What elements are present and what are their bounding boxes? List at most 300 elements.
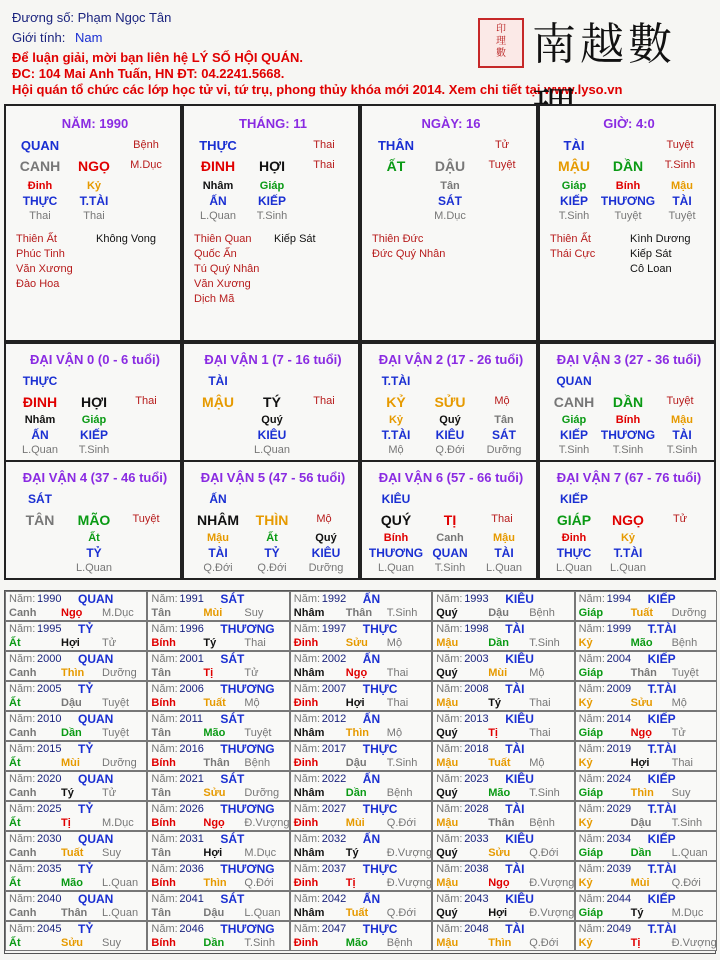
year-number: 2022	[321, 773, 347, 785]
year-stage: Bệnh	[529, 607, 555, 619]
year-number: 2001	[179, 653, 204, 665]
year-number: 2025	[37, 803, 62, 815]
hidden-stage: Thai	[29, 210, 51, 222]
year-stage: L.Quan	[244, 907, 281, 919]
dai-van-stem: CANH	[553, 394, 595, 410]
year-stage: Q.Đới	[671, 877, 701, 889]
star-left: Quốc Ấn	[194, 248, 237, 260]
year-ten-god: TỶ	[78, 922, 94, 936]
dai-van-hidden-stage: T.Sinh	[78, 444, 110, 456]
year-stem: Đinh	[293, 757, 319, 769]
year-cell	[5, 591, 147, 621]
year-stage: Bệnh	[529, 817, 555, 829]
year-number: 2003	[464, 653, 489, 665]
year-cell	[575, 621, 717, 651]
year-stage: Dưỡng	[244, 787, 280, 799]
dai-van-hidden-stage: T.Sinh	[612, 444, 644, 456]
year-stage: L.Quan	[671, 847, 708, 859]
year-ten-god: KIÊU	[505, 592, 534, 606]
year-stage: Tử	[244, 667, 259, 679]
year-number: 2043	[464, 893, 489, 905]
year-stage: Suy	[102, 937, 121, 949]
year-branch: Tuất	[61, 847, 84, 859]
year-ten-god: KIÊU	[505, 712, 534, 726]
owner-name: Đương số: Phạm Ngọc Tân	[12, 10, 172, 25]
year-cell	[5, 921, 147, 951]
year-stem: Quý	[436, 847, 458, 859]
star-left: Thiên Ất	[550, 233, 591, 245]
dai-van-hidden-god: THỰC	[556, 546, 592, 560]
year-label: Năm:	[578, 743, 605, 755]
year-number: 2037	[321, 863, 347, 875]
year-branch: Sửu	[630, 697, 653, 709]
year-ten-god: KIÊU	[505, 892, 534, 906]
year-ten-god: TỶ	[78, 862, 94, 876]
hidden-ten-god: KIẾP	[559, 194, 589, 208]
year-stage: Bệnh	[386, 787, 413, 799]
year-ten-god: TÀI	[505, 622, 525, 636]
year-stem: Nhâm	[293, 607, 325, 619]
year-cell	[575, 771, 717, 801]
year-label: Năm:	[436, 833, 463, 845]
year-stem: Tân	[151, 727, 171, 739]
year-branch: Tị	[630, 937, 641, 949]
dai-van-stage: Tuyệt	[666, 395, 694, 407]
year-stage: Suy	[102, 847, 121, 859]
year-ten-god: ẤN	[362, 832, 381, 846]
dai-van-hidden-stem: Mậu	[671, 414, 693, 426]
year-ten-god: ẤN	[362, 712, 381, 726]
year-label: Năm:	[9, 923, 36, 935]
dai-van-stage: Thai	[313, 395, 335, 407]
star-right: Kiếp Sát	[630, 248, 672, 260]
header	[0, 0, 720, 100]
dai-van-ten-god: T.TÀI	[381, 374, 411, 388]
year-stage: M.Dục	[102, 817, 134, 829]
dai-van-stage: Mộ	[494, 395, 510, 407]
dai-van-hidden-stage: L.Quan	[485, 562, 523, 574]
year-number: 2017	[321, 743, 347, 755]
year-stage: Mộ	[529, 757, 545, 769]
dai-van-stem: TÂN	[25, 512, 55, 528]
year-label: Năm:	[151, 803, 178, 815]
year-ten-god: SÁT	[220, 772, 245, 786]
pillar-title: NGÀY: 16	[421, 116, 481, 131]
year-ten-god: TỶ	[78, 802, 94, 816]
year-stem: Bính	[151, 817, 176, 829]
year-number: 2000	[37, 653, 62, 665]
year-branch: Mão	[345, 937, 368, 949]
year-stage: Tử	[102, 637, 117, 649]
year-stem: Ất	[9, 637, 21, 649]
year-number: 2015	[37, 743, 62, 755]
dai-van-ten-god: SÁT	[28, 492, 52, 506]
year-stem: Tân	[151, 847, 171, 859]
dai-van-box	[182, 460, 360, 580]
year-branch: Mão	[203, 727, 226, 739]
year-stage: Mộ	[386, 727, 403, 739]
year-number: 2016	[179, 743, 204, 755]
dai-van-hidden-stem: Kỷ	[388, 414, 404, 426]
year-branch: Dậu	[203, 907, 225, 919]
year-stem: Canh	[9, 667, 37, 679]
year-number: 1993	[464, 593, 489, 605]
year-branch: Ngọ	[61, 607, 83, 619]
dai-van-hidden-stage: L.Quan	[253, 444, 291, 456]
dai-van-stem: MẬU	[202, 394, 234, 410]
year-number: 2002	[321, 653, 347, 665]
star-right: Không Vong	[96, 233, 156, 245]
year-number: 2036	[179, 863, 204, 875]
year-label: Năm:	[436, 683, 463, 695]
year-branch: Hợi	[488, 907, 508, 919]
year-number: 2023	[464, 773, 489, 785]
year-branch: Dậu	[61, 697, 82, 709]
year-branch: Hợi	[630, 757, 650, 769]
hidden-ten-god: TÀI	[672, 194, 692, 208]
dai-van-title: ĐẠI VẬN 7 (67 - 76 tuổi)	[556, 470, 702, 485]
hidden-stem: Kỷ	[86, 180, 102, 192]
year-cell	[432, 921, 574, 951]
year-branch: Mùi	[488, 667, 508, 679]
year-cell	[5, 801, 147, 831]
dai-van-hidden-stem: Quý	[315, 532, 337, 544]
year-stage: Tuyệt	[671, 667, 699, 679]
year-branch: Tý	[61, 787, 74, 799]
dai-van-branch: TỊ	[443, 512, 457, 528]
year-number: 2026	[179, 803, 204, 815]
year-label: Năm:	[293, 623, 321, 635]
year-branch: Thân	[488, 817, 515, 829]
year-stem: Quý	[436, 607, 458, 619]
year-branch: Tuất	[203, 697, 226, 709]
year-stage: Bệnh	[671, 637, 698, 649]
pillar-stem: CANH	[19, 158, 61, 174]
year-label: Năm:	[436, 743, 463, 755]
year-branch: Dậu	[630, 817, 652, 829]
dai-van-hidden-god: T.TÀI	[381, 428, 411, 442]
year-stem: Ất	[9, 877, 21, 889]
dai-van-stage: Tử	[672, 513, 688, 525]
year-label: Năm:	[578, 833, 605, 845]
year-ten-god: T.TÀI	[647, 682, 677, 696]
year-number: 2047	[321, 923, 347, 935]
year-stem: Bính	[151, 877, 176, 889]
year-cell	[575, 711, 717, 741]
year-label: Năm:	[578, 713, 605, 725]
year-branch: Sửu	[203, 787, 226, 799]
year-cell	[290, 831, 432, 861]
year-stem: Ất	[9, 757, 21, 769]
year-stage: L.Quan	[102, 877, 139, 889]
year-branch: Tý	[345, 847, 359, 859]
year-cell	[575, 801, 717, 831]
year-ten-god: QUAN	[78, 712, 114, 726]
year-label: Năm:	[9, 893, 36, 905]
dai-van-hidden-stage: Q.Đới	[257, 562, 287, 574]
dai-van-ten-god: THỰC	[22, 374, 58, 388]
year-stage: Tuyệt	[244, 727, 272, 739]
year-stem: Quý	[436, 787, 458, 799]
year-branch: Tuất	[345, 907, 369, 919]
year-number: 2029	[606, 803, 632, 815]
pillar-stem: ĐINH	[200, 158, 236, 174]
dai-van-hidden-god: THƯƠNG	[600, 428, 656, 442]
year-label: Năm:	[9, 653, 36, 665]
year-ten-god: SÁT	[220, 652, 245, 666]
hidden-stage: T.Sinh	[256, 210, 288, 222]
year-cell	[147, 861, 289, 891]
dai-van-hidden-stem: Bính	[383, 532, 409, 544]
year-stem: Mậu	[436, 637, 459, 649]
dai-van-hidden-stage: T.Sinh	[434, 562, 466, 574]
year-stem: Canh	[9, 787, 37, 799]
contact-line-2: ĐC: 104 Mai Anh Tuấn, HN ĐT: 04.2241.5668.	[12, 66, 285, 81]
year-branch: Dần	[630, 847, 652, 859]
star-left: Tú Quý Nhân	[194, 263, 260, 275]
dai-van-box	[360, 342, 538, 462]
year-branch: Dậu	[345, 757, 367, 769]
pillar-stage: Thai	[313, 139, 335, 151]
year-label: Năm:	[9, 863, 36, 875]
year-ten-god: TỶ	[78, 682, 94, 696]
hidden-stem: Tân	[440, 180, 460, 192]
year-stage: Thai	[529, 697, 551, 709]
year-number: 2010	[37, 713, 62, 725]
dai-van-stem: NHÂM	[197, 512, 239, 528]
pillar-branch: HỢI	[259, 158, 285, 174]
hidden-stage: L.Quan	[199, 210, 237, 222]
dai-van-hidden-stem: Canh	[436, 532, 464, 544]
dai-van-title: ĐẠI VẬN 0 (0 - 6 tuổi)	[29, 352, 161, 367]
year-stage: Tuyệt	[102, 697, 130, 709]
year-stage: T.Sinh	[386, 757, 418, 769]
year-ten-god: THƯƠNG	[220, 922, 275, 936]
year-cell	[290, 891, 432, 921]
year-cell	[432, 861, 574, 891]
hidden-stage: Tuyệt	[668, 210, 696, 222]
year-label: Năm:	[293, 743, 321, 755]
hidden-stem: Đinh	[27, 180, 53, 192]
hidden-stem: Giáp	[561, 180, 587, 192]
dai-van-title: ĐẠI VẬN 6 (57 - 66 tuổi)	[378, 470, 524, 485]
contact-line-3[interactable]: Hội quán tổ chức các lớp học tử vi, tứ trụ, phong thủy khóa mới 2014. Xem chi tiết tại www.lyso.vn	[12, 82, 623, 97]
dai-van-hidden-stage: Dưỡng	[308, 562, 344, 574]
year-stage: Suy	[244, 607, 264, 619]
year-cell	[147, 621, 289, 651]
dai-van-box	[182, 342, 360, 462]
year-stem: Đinh	[293, 937, 319, 949]
year-branch: Tuất	[630, 607, 653, 619]
pillar-box	[360, 104, 538, 342]
hidden-stage: T.Sinh	[558, 210, 590, 222]
star-left: Thiên Đức	[372, 233, 424, 245]
year-stem: Kỷ	[578, 877, 593, 889]
year-number: 2020	[37, 773, 62, 785]
year-cell	[575, 831, 717, 861]
year-ten-god: THỰC	[362, 622, 398, 636]
year-ten-god: TÀI	[505, 682, 525, 696]
star-left: Thái Cực	[550, 248, 596, 260]
year-stage: T.Sinh	[529, 787, 560, 799]
star-left: Thiên Ất	[16, 233, 57, 245]
year-number: 2024	[606, 773, 632, 785]
year-stem: Tân	[151, 667, 171, 679]
year-stage: Đ.Vượng	[529, 877, 575, 889]
dai-van-hidden-stem: Ất	[266, 532, 278, 544]
dai-van-ten-god: KIẾP	[559, 492, 589, 506]
year-label: Năm:	[151, 923, 178, 935]
dai-van-hidden-stem: Tân	[494, 414, 514, 426]
year-stem: Kỷ	[578, 697, 593, 709]
year-stage: Tử	[671, 727, 686, 739]
dai-van-ten-god: ẤN	[209, 492, 227, 506]
dai-van-title: ĐẠI VẬN 2 (17 - 26 tuổi)	[378, 352, 524, 367]
year-stem: Kỷ	[578, 757, 593, 769]
year-branch: Thân	[61, 907, 88, 919]
year-cell	[5, 741, 147, 771]
year-cell	[147, 801, 289, 831]
year-stem: Tân	[151, 787, 171, 799]
year-ten-god: THỰC	[362, 862, 398, 876]
year-label: Năm:	[578, 623, 605, 635]
dai-van-hidden-god: T.TÀI	[613, 546, 643, 560]
year-ten-god: TỶ	[78, 742, 94, 756]
dai-van-hidden-god: TỶ	[86, 546, 102, 560]
year-label: Năm:	[578, 893, 605, 905]
star-left: Phúc Tinh	[16, 248, 65, 260]
gender-value: Nam	[74, 30, 103, 45]
year-label: Năm:	[293, 863, 321, 875]
year-cell	[147, 591, 289, 621]
year-ten-god: KIẾP	[647, 652, 676, 666]
year-ten-god: THƯƠNG	[220, 622, 275, 636]
year-number: 2008	[464, 683, 489, 695]
year-label: Năm:	[293, 653, 321, 665]
dai-van-hidden-stage: T.Sinh	[666, 444, 698, 456]
year-cell	[575, 891, 717, 921]
year-stage: T.Sinh	[244, 937, 275, 949]
year-ten-god: KIÊU	[505, 832, 534, 846]
pillar-ten-god: TÀI	[563, 138, 585, 153]
year-ten-god: KIẾP	[647, 712, 676, 726]
year-label: Năm:	[578, 653, 605, 665]
year-stem: Quý	[436, 907, 458, 919]
dai-van-title: ĐẠI VẬN 5 (47 - 56 tuổi)	[200, 470, 346, 485]
dai-van-branch: HỢI	[81, 394, 107, 410]
year-ten-god: THỰC	[362, 802, 398, 816]
year-cell	[432, 621, 574, 651]
year-stage: Dưỡng	[102, 757, 137, 769]
dai-van-hidden-god: TÀI	[672, 428, 692, 442]
pillar-branch-stage: Tuyệt	[488, 159, 516, 171]
year-branch: Ngọ	[203, 817, 225, 829]
year-ten-god: KIÊU	[505, 772, 534, 786]
year-branch: Sửu	[488, 847, 511, 859]
year-branch: Dậu	[488, 607, 509, 619]
dai-van-hidden-stem: Mậu	[207, 532, 229, 544]
year-number: 2011	[179, 713, 204, 725]
annual-years-grid	[4, 590, 716, 954]
year-number: 2042	[321, 893, 347, 905]
year-branch: Tị	[203, 667, 214, 679]
year-label: Năm:	[578, 593, 605, 605]
year-number: 2013	[464, 713, 489, 725]
year-label: Năm:	[151, 773, 178, 785]
year-number: 2019	[606, 743, 632, 755]
year-stage: Bệnh	[244, 757, 271, 769]
pillar-title: GIỜ: 4:0	[603, 116, 655, 131]
year-label: Năm:	[151, 593, 178, 605]
year-number: 2012	[321, 713, 347, 725]
year-ten-god: THƯƠNG	[220, 742, 275, 756]
dai-van-hidden-god: KIẾP	[79, 428, 109, 442]
year-cell	[290, 681, 432, 711]
year-stage: Mộ	[529, 667, 545, 679]
year-cell	[432, 891, 574, 921]
year-branch: Tị	[61, 817, 71, 829]
year-cell	[147, 891, 289, 921]
year-number: 1999	[606, 623, 632, 635]
year-ten-god: KIẾP	[647, 832, 676, 846]
year-branch: Tý	[203, 637, 217, 649]
year-number: 2028	[464, 803, 489, 815]
dai-van-hidden-stem: Quý	[439, 414, 461, 426]
year-cell	[290, 741, 432, 771]
year-branch: Mùi	[345, 817, 365, 829]
year-number: 1990	[37, 593, 62, 605]
year-cell	[5, 711, 147, 741]
year-cell	[575, 861, 717, 891]
pillar-stage: Bệnh	[133, 139, 159, 151]
year-branch: Mùi	[61, 757, 80, 769]
year-stage: Dưỡng	[102, 667, 137, 679]
contact-line-1: Để luận giải, mời bạn liên hệ LÝ SỐ HỘI QUÁN.	[12, 50, 303, 65]
year-label: Năm:	[151, 833, 178, 845]
year-branch: Mùi	[630, 877, 650, 889]
year-label: Năm:	[436, 923, 463, 935]
year-cell	[432, 831, 574, 861]
year-label: Năm:	[9, 623, 36, 635]
pillar-ten-god: THÂN	[377, 138, 415, 153]
year-stem: Bính	[151, 637, 176, 649]
year-branch: Dần	[345, 787, 367, 799]
year-number: 1998	[464, 623, 489, 635]
year-stem: Tân	[151, 907, 171, 919]
year-number: 2045	[37, 923, 62, 935]
year-cell	[575, 651, 717, 681]
year-stage: T.Sinh	[529, 637, 560, 649]
year-number: 2018	[464, 743, 489, 755]
year-stem: Nhâm	[293, 787, 325, 799]
year-stem: Ất	[9, 817, 21, 829]
year-stage: Bệnh	[386, 937, 413, 949]
year-cell	[432, 651, 574, 681]
year-cell	[5, 681, 147, 711]
year-stage: Suy	[671, 787, 691, 799]
hidden-stage: Tuyệt	[614, 210, 642, 222]
year-stem: Kỷ	[578, 817, 593, 829]
year-stage: Thai	[244, 637, 266, 649]
year-label: Năm:	[293, 893, 321, 905]
year-number: 1995	[37, 623, 62, 635]
year-stem: Nhâm	[293, 907, 325, 919]
year-ten-god: SÁT	[220, 832, 245, 846]
year-label: Năm:	[436, 623, 463, 635]
dai-van-stage: Tuyệt	[132, 513, 160, 525]
year-number: 2006	[179, 683, 204, 695]
year-cell	[290, 621, 432, 651]
